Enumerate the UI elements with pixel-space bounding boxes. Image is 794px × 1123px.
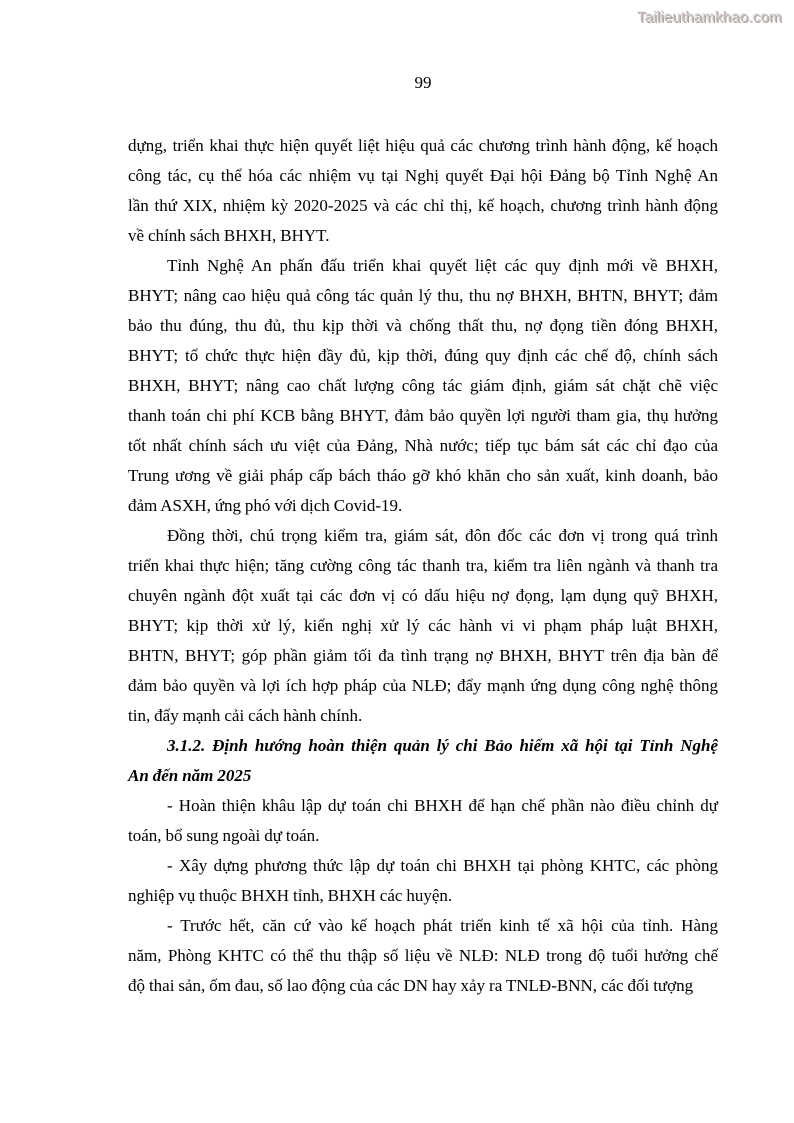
paragraph — [128, 911, 718, 1001]
paragraph — [128, 521, 718, 731]
text-line: bảo thu đúng, thu đủ, thu kịp thời và chống thất thu, nợ đọng tiền đóng BHXH, — [128, 316, 718, 335]
text-line: An đến năm 2025 — [128, 766, 252, 785]
text-line: thanh toán chi phí KCB bằng BHYT, đảm bảo quyền lợi người tham gia, thụ hưởng — [128, 406, 718, 425]
paragraph — [128, 131, 718, 251]
text-line: toán, bổ sung ngoài dự toán. — [128, 826, 320, 845]
text-line: dựng, triển khai thực hiện quyết liệt hiệu quả các chương trình hành động, kế hoạch — [128, 136, 718, 155]
text-line: - Xây dựng phương thức lập dự toán chi BHXH tại phòng KHTC, các phòng — [167, 856, 718, 875]
text-line: tin, đẩy mạnh cải cách hành chính. — [128, 706, 363, 725]
text-line: công tác, cụ thể hóa các nhiệm vụ tại Nghị quyết Đại hội Đảng bộ Tỉnh Nghệ An — [128, 166, 718, 185]
paragraph — [128, 791, 718, 851]
text-line: Trung ương về giải pháp cấp bách tháo gỡ khó khăn cho sản xuất, kinh doanh, bảo — [128, 466, 718, 485]
text-line: - Hoàn thiện khâu lập dự toán chi BHXH để hạn chế phần nào điều chỉnh dự — [167, 796, 718, 815]
text-line: BHYT; kịp thời xử lý, kiến nghị xử lý các hành vi vi phạm pháp luật BHXH, — [128, 616, 718, 635]
section-heading — [128, 731, 718, 791]
text-line: đảm bảo quyền và lợi ích hợp pháp của NLĐ; đẩy mạnh ứng dụng công nghệ thông — [128, 676, 718, 695]
document-body — [128, 131, 718, 1001]
text-line: lần thứ XIX, nhiệm kỳ 2020-2025 và các chỉ thị, kế hoạch, chương trình hành động — [128, 196, 718, 215]
text-line: Tỉnh Nghệ An phấn đấu triển khai quyết liệt các quy định mới về BHXH, — [167, 256, 718, 275]
watermark: Tailieuthamkhao.com — [637, 9, 782, 26]
paragraph — [128, 851, 718, 911]
text-line: nghiệp vụ thuộc BHXH tỉnh, BHXH các huyện. — [128, 886, 453, 905]
text-line: đảm ASXH, ứng phó với dịch Covid-19. — [128, 496, 403, 515]
text-line: năm, Phòng KHTC có thể thu thập số liệu về NLĐ: NLĐ trong độ tuổi hưởng chế — [128, 946, 718, 965]
text-line: Đồng thời, chú trọng kiểm tra, giám sát, đôn đốc các đơn vị trong quá trình — [167, 526, 718, 545]
text-line: BHTN, BHYT; góp phần giảm tối đa tình trạng nợ BHXH, BHYT trên địa bàn để — [128, 646, 718, 665]
text-line: về chính sách BHXH, BHYT. — [128, 226, 330, 245]
text-line: BHXH, BHYT; nâng cao chất lượng công tác giám định, giám sát chặt chẽ việc — [128, 376, 718, 395]
text-line: chuyên ngành đột xuất tại các đơn vị có dấu hiệu nợ đọng, lạm dụng quỹ BHXH, — [128, 586, 718, 605]
text-line: tốt nhất chính sách ưu việt của Đảng, Nhà nước; tiếp tục bám sát các chỉ đạo của — [128, 436, 718, 455]
text-line: BHYT; nâng cao hiệu quả công tác quản lý thu, thu nợ BHXH, BHTN, BHYT; đảm — [128, 286, 718, 305]
paragraph — [128, 251, 718, 521]
text-line: - Trước hết, căn cứ vào kế hoạch phát triển kinh tế xã hội của tỉnh. Hàng — [167, 916, 718, 935]
page-number: 99 — [414, 73, 432, 92]
text-line: triển khai thực hiện; tăng cường công tác thanh tra, kiểm tra liên ngành và thanh tra — [128, 556, 718, 575]
text-line: BHYT; tổ chức thực hiện đầy đủ, kịp thời, đúng quy định các chế độ, chính sách — [128, 346, 718, 365]
text-line: 3.1.2. Định hướng hoàn thiện quản lý chi Bảo hiểm xã hội tại Tỉnh Nghệ — [167, 736, 718, 755]
text-line: độ thai sản, ốm đau, số lao động của các DN hay xảy ra TNLĐ-BNN, các đối tượng — [128, 976, 694, 995]
